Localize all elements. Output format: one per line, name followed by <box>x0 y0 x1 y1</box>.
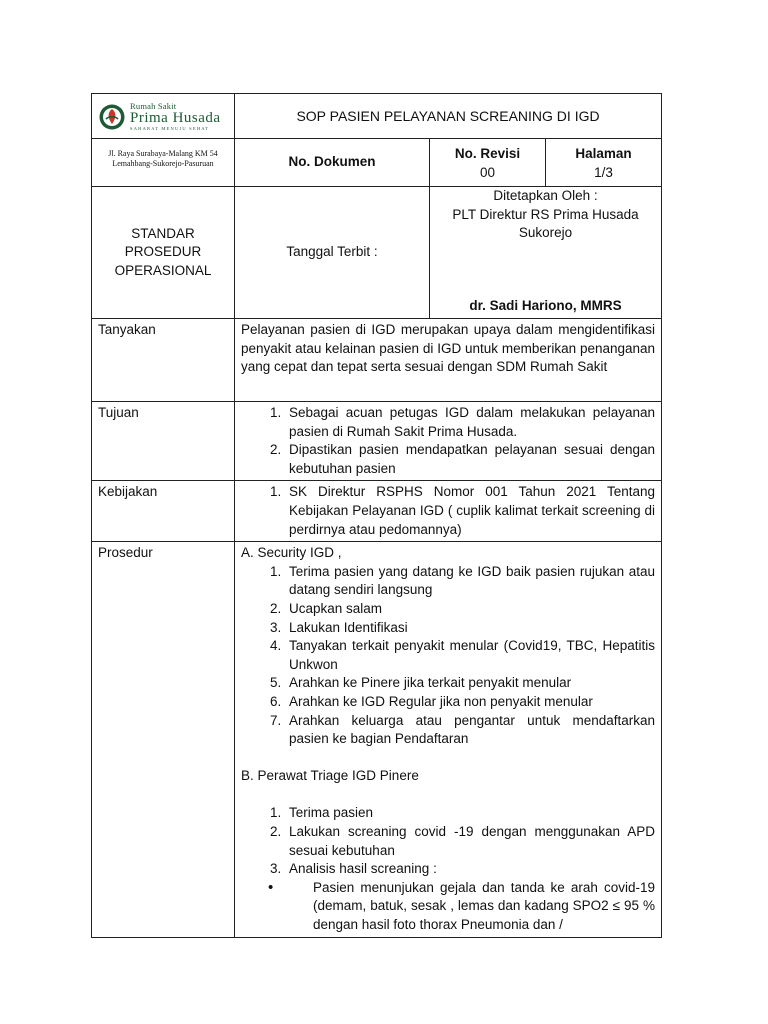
bullet-item: • Pasien menunjukan gejala dan tanda ke arah covid-19 (demam, batuk, sesak , lemas dan kadang SPO2 ≤ 95 % dengan hasil foto thorax Pneumonia dan / <box>285 879 655 935</box>
section-b-bullets <box>241 879 655 935</box>
halaman-label: Halaman <box>575 146 632 161</box>
list-item: 2. Ucapkan salam <box>285 600 655 619</box>
halaman-value: 1/3 <box>594 164 613 180</box>
signer-name: dr. Sadi Hariono, MMRS <box>469 298 622 314</box>
list-item: 1. Terima pasien <box>285 804 655 823</box>
tujuan-list <box>241 404 655 478</box>
section-b-heading: B. Perawat Triage IGD Pinere <box>241 768 419 784</box>
hospital-address <box>92 139 235 187</box>
sop-document <box>91 93 661 938</box>
list-item: 1. Sebagai acuan petugas IGD dalam melakukan pelayanan pasien di Rumah Sakit Prima Husada. <box>285 404 655 441</box>
tanggal-terbit: Tanggal Terbit : <box>235 187 430 319</box>
ditetapkan-line2: PLT Direktur RS Prima Husada <box>452 206 639 222</box>
list-item: 4. Tanyakan terkait penyakit menular (Covid19, TBC, Hepatitis Unkwon <box>285 637 655 674</box>
list-item: 6. Arahkan ke IGD Regular jika non penyakit menular <box>285 693 655 712</box>
no-revisi-label: No. Revisi <box>454 146 521 161</box>
ditetapkan-line1: Ditetapkan Oleh : <box>493 188 598 203</box>
tanyakan-text: Pelayanan pasien di IGD merupakan upaya dalam mengidentifikasi penyakit atau kelainan pasien di IGD untuk memberikan penanganan yang cepat dan tepat serta sesuai dengan SDM Rumah Sakit <box>235 319 662 402</box>
list-item: 7. Arahkan keluarga atau pengantar untuk mendaftarkan pasien ke bagian Pendaftaran <box>285 712 655 749</box>
list-item: 3. Lakukan Identifikasi <box>285 619 655 638</box>
section-a-heading: A. Security IGD , <box>241 545 342 561</box>
list-item: 3. Analisis hasil screaning : <box>285 860 655 879</box>
list-item: 1. Terima pasien yang datang ke IGD baik pasien rujukan atau datang sendiri langsung <box>285 563 655 600</box>
kebijakan-label: Kebijakan <box>92 481 235 542</box>
kebijakan-content <box>235 481 662 542</box>
section-b-list <box>241 804 655 878</box>
address-line2: Lemahbang-Sukorejo-Pasuruan <box>112 159 214 168</box>
spo-line2: PROSEDUR <box>124 244 202 260</box>
section-a-list <box>241 563 655 749</box>
tujuan-label: Tujuan <box>92 402 235 481</box>
ditetapkan-line3: Sukorejo <box>518 225 573 241</box>
list-item: 1. SK Direktur RSPHS Nomor 001 Tahun 2021 Tentang Kebijakan Pelayanan IGD ( cuplik kalimat terkait screening di perdirnya atau pedomannya) <box>285 483 655 539</box>
list-item: 2. Lakukan screaning covid -19 dengan menggunakan APD sesuai kebutuhan <box>285 823 655 860</box>
no-dokumen-label: No. Dokumen <box>235 139 430 187</box>
spo-line3: OPERASIONAL <box>114 262 212 278</box>
prosedur-content <box>235 542 662 937</box>
logo-tagline: SAHABAT MENUJU SEHAT <box>130 125 210 131</box>
no-revisi-value: 00 <box>479 164 496 180</box>
list-item: 5. Arahkan ke Pinere jika terkait penyakit menular <box>285 674 655 693</box>
kebijakan-list <box>241 483 655 539</box>
logo-line2: Prima Husada <box>130 109 221 126</box>
hospital-logo <box>92 94 234 131</box>
list-item: 2. Dipastikan pasien mendapatkan pelayanan sesuai dengan kebutuhan pasien <box>285 441 655 478</box>
tanyakan-label: Tanyakan <box>92 319 235 402</box>
logo-cell <box>92 94 235 139</box>
hospital-emblem-icon <box>98 103 126 131</box>
prosedur-label: Prosedur <box>92 542 235 937</box>
address-line1: Jl. Raya Surabaya-Malang KM 54 <box>108 149 218 158</box>
halaman-cell <box>546 139 662 187</box>
logo-line1: Rumah Sakit <box>130 101 177 111</box>
document-title: SOP PASIEN PELAYANAN SCREANING DI IGD <box>235 94 662 139</box>
tujuan-content <box>235 402 662 481</box>
spo-label <box>92 187 235 319</box>
ditetapkan-cell <box>430 187 662 319</box>
spo-line1: STANDAR <box>131 225 195 241</box>
sop-table <box>91 93 662 938</box>
no-revisi-cell <box>430 139 546 187</box>
